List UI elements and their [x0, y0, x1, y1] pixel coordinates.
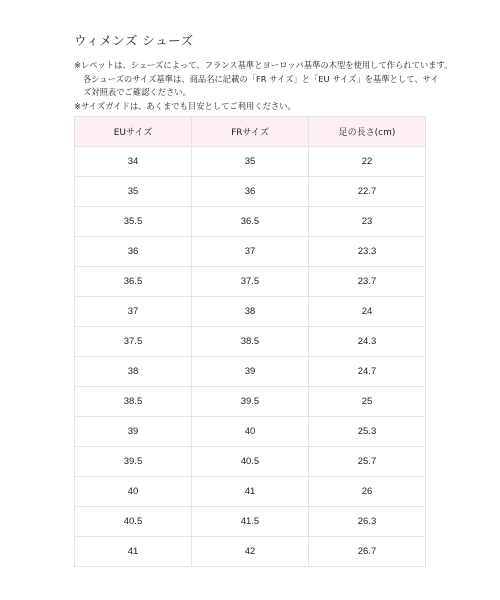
- cell-foot-length: 25.3: [308, 417, 425, 447]
- table-row: [75, 537, 426, 567]
- cell-foot-length: 25: [308, 387, 425, 417]
- note-line: ※レペットは、シューズによって、フランス基準とヨーロッパ基準の木型を使用して作られています。: [74, 60, 453, 70]
- table-row: [75, 297, 426, 327]
- cell-fr-size: 41.5: [191, 507, 308, 537]
- header-eu-size: EUサイズ: [75, 117, 192, 147]
- cell-eu-size: 36.5: [75, 267, 192, 297]
- size-chart-table: [74, 116, 426, 567]
- cell-fr-size: 39: [191, 357, 308, 387]
- table-row: [75, 327, 426, 357]
- table-row: [75, 477, 426, 507]
- cell-foot-length: 24: [308, 297, 425, 327]
- cell-eu-size: 35.5: [75, 207, 192, 237]
- size-notes: [74, 59, 453, 113]
- table-row: [75, 357, 426, 387]
- cell-fr-size: 36: [191, 177, 308, 207]
- table-row: [75, 147, 426, 177]
- cell-eu-size: 40: [75, 477, 192, 507]
- cell-eu-size: 38.5: [75, 387, 192, 417]
- cell-fr-size: 36.5: [191, 207, 308, 237]
- cell-fr-size: 35: [191, 147, 308, 177]
- cell-eu-size: 37.5: [75, 327, 192, 357]
- cell-fr-size: 40: [191, 417, 308, 447]
- page-title: ウィメンズ シューズ: [74, 33, 194, 48]
- cell-eu-size: 38: [75, 357, 192, 387]
- cell-foot-length: 24.7: [308, 357, 425, 387]
- cell-foot-length: 23.7: [308, 267, 425, 297]
- table-row: [75, 507, 426, 537]
- cell-foot-length: 23: [308, 207, 425, 237]
- header-foot-length: 足の長さ(cm): [308, 117, 425, 147]
- table-header-row: [75, 117, 426, 147]
- cell-eu-size: 41: [75, 537, 192, 567]
- cell-foot-length: 22: [308, 147, 425, 177]
- cell-eu-size: 36: [75, 237, 192, 267]
- cell-eu-size: 35: [75, 177, 192, 207]
- cell-eu-size: 34: [75, 147, 192, 177]
- cell-fr-size: 37: [191, 237, 308, 267]
- cell-fr-size: 38.5: [191, 327, 308, 357]
- note-line: ※サイズガイドは、あくまでも目安としてご利用ください。: [74, 100, 296, 111]
- cell-foot-length: 23.3: [308, 237, 425, 267]
- cell-foot-length: 26.7: [308, 537, 425, 567]
- cell-eu-size: 37: [75, 297, 192, 327]
- table-row: [75, 237, 426, 267]
- cell-fr-size: 42: [191, 537, 308, 567]
- cell-foot-length: 26.3: [308, 507, 425, 537]
- table-row: [75, 447, 426, 477]
- table-row: [75, 207, 426, 237]
- table-row: [75, 417, 426, 447]
- table-body: [75, 147, 426, 567]
- note-line: ズ対照表でご確認ください。: [83, 87, 191, 97]
- cell-eu-size: 39.5: [75, 447, 192, 477]
- cell-fr-size: 41: [191, 477, 308, 507]
- cell-fr-size: 39.5: [191, 387, 308, 417]
- cell-fr-size: 38: [191, 297, 308, 327]
- note-line: 各シューズのサイズ基準は、商品名に記載の「FR サイズ」と「EU サイズ」を基準として、サイ: [83, 73, 439, 84]
- cell-foot-length: 22.7: [308, 177, 425, 207]
- cell-foot-length: 25.7: [308, 447, 425, 477]
- table-row: [75, 387, 426, 417]
- cell-eu-size: 39: [75, 417, 192, 447]
- cell-eu-size: 40.5: [75, 507, 192, 537]
- cell-foot-length: 24.3: [308, 327, 425, 357]
- cell-fr-size: 40.5: [191, 447, 308, 477]
- header-fr-size: FRサイズ: [191, 117, 308, 147]
- cell-fr-size: 37.5: [191, 267, 308, 297]
- table-row: [75, 267, 426, 297]
- cell-foot-length: 26: [308, 477, 425, 507]
- table-row: [75, 177, 426, 207]
